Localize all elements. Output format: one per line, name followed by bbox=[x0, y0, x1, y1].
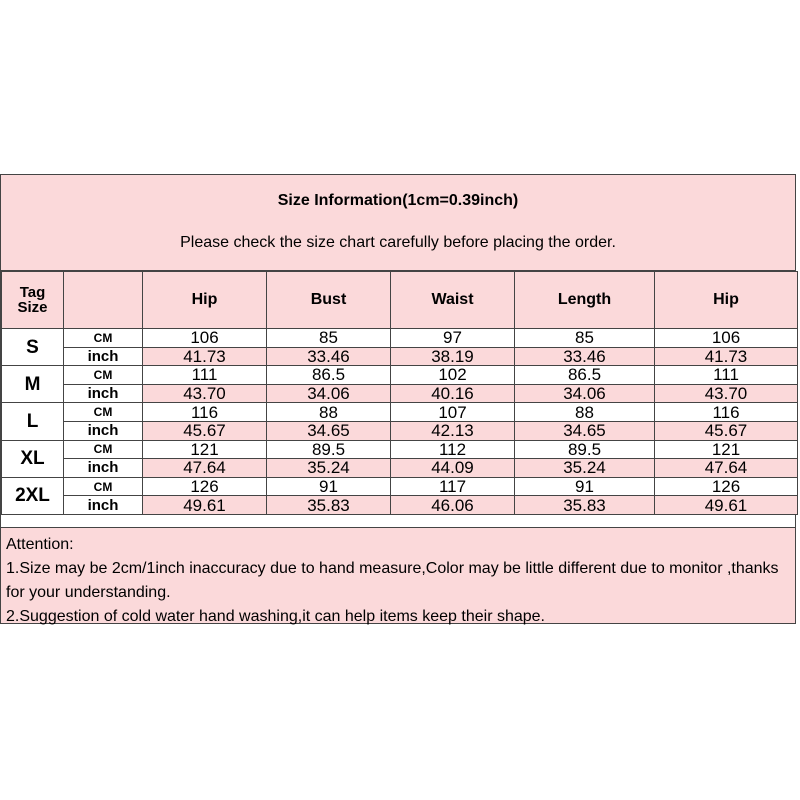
notes-heading: Attention: bbox=[6, 536, 74, 553]
table-cell: 126 bbox=[655, 477, 798, 496]
size-label: XL bbox=[2, 440, 64, 477]
table-cell: 41.73 bbox=[655, 347, 798, 366]
size-label: L bbox=[2, 403, 64, 440]
table-row bbox=[2, 347, 798, 366]
table-cell: 35.83 bbox=[267, 496, 391, 515]
unit-inch-label: inch bbox=[64, 496, 143, 515]
table-cell: 34.06 bbox=[515, 384, 655, 403]
table-cell: 49.61 bbox=[655, 496, 798, 515]
table-cell: 44.09 bbox=[391, 459, 515, 478]
unit-inch-label: inch bbox=[64, 347, 143, 366]
chart-subtitle: Please check the size chart carefully before placing the order. bbox=[180, 234, 616, 251]
table-cell: 35.83 bbox=[515, 496, 655, 515]
table-cell: 111 bbox=[143, 366, 267, 385]
chart-title: Size Information(1cm=0.39inch) bbox=[277, 192, 519, 209]
table-cell: 85 bbox=[267, 329, 391, 348]
unit-inch-label: inch bbox=[64, 421, 143, 440]
table-row bbox=[2, 459, 798, 478]
table-cell: 88 bbox=[515, 403, 655, 422]
table-cell: 46.06 bbox=[391, 496, 515, 515]
column-header: Waist bbox=[391, 272, 515, 329]
notes-line-1: 1.Size may be 2cm/1inch inaccuracy due to hand measure,Color may be little different due to monitor ,thanks for your understanding. bbox=[6, 560, 779, 601]
column-header: Hip bbox=[655, 272, 798, 329]
unit-cm-label: CM bbox=[64, 440, 143, 459]
size-chart bbox=[0, 174, 796, 624]
title-block bbox=[1, 175, 795, 271]
table-cell: 121 bbox=[655, 440, 798, 459]
table-cell: 35.24 bbox=[267, 459, 391, 478]
table-cell: 86.5 bbox=[515, 366, 655, 385]
table-row bbox=[2, 496, 798, 515]
tag-header-line2: Size bbox=[17, 299, 48, 316]
table-cell: 42.13 bbox=[391, 421, 515, 440]
unit-cm-label: CM bbox=[64, 477, 143, 496]
table-cell: 45.67 bbox=[655, 421, 798, 440]
table-cell: 33.46 bbox=[515, 347, 655, 366]
column-header: Hip bbox=[143, 272, 267, 329]
table-cell: 102 bbox=[391, 366, 515, 385]
unit-inch-label: inch bbox=[64, 384, 143, 403]
table-cell: 43.70 bbox=[655, 384, 798, 403]
table-cell: 112 bbox=[391, 440, 515, 459]
column-header: Length bbox=[515, 272, 655, 329]
column-header: Bust bbox=[267, 272, 391, 329]
table-cell: 47.64 bbox=[655, 459, 798, 478]
table-cell: 47.64 bbox=[143, 459, 267, 478]
table-row bbox=[2, 403, 798, 422]
table-cell: 43.70 bbox=[143, 384, 267, 403]
size-label: S bbox=[2, 329, 64, 366]
unit-header bbox=[64, 272, 143, 329]
attention-notes bbox=[1, 527, 795, 623]
table-row bbox=[2, 477, 798, 496]
table-cell: 40.16 bbox=[391, 384, 515, 403]
unit-cm-label: CM bbox=[64, 329, 143, 348]
size-label: 2XL bbox=[2, 477, 64, 514]
table-cell: 85 bbox=[515, 329, 655, 348]
table-cell: 126 bbox=[143, 477, 267, 496]
table-row bbox=[2, 384, 798, 403]
table-cell: 34.06 bbox=[267, 384, 391, 403]
table-row bbox=[2, 329, 798, 348]
table-row bbox=[2, 440, 798, 459]
table-cell: 89.5 bbox=[267, 440, 391, 459]
table-cell: 49.61 bbox=[143, 496, 267, 515]
tag-size-header bbox=[2, 272, 64, 329]
table-cell: 34.65 bbox=[515, 421, 655, 440]
table-cell: 106 bbox=[143, 329, 267, 348]
table-cell: 45.67 bbox=[143, 421, 267, 440]
tag-header-line1: Tag bbox=[19, 284, 46, 301]
table-row bbox=[2, 366, 798, 385]
table-cell: 97 bbox=[391, 329, 515, 348]
size-rows bbox=[2, 329, 798, 515]
table-cell: 117 bbox=[391, 477, 515, 496]
unit-inch-label: inch bbox=[64, 459, 143, 478]
table-cell: 86.5 bbox=[267, 366, 391, 385]
table-cell: 41.73 bbox=[143, 347, 267, 366]
unit-cm-label: CM bbox=[64, 366, 143, 385]
table-cell: 89.5 bbox=[515, 440, 655, 459]
table-cell: 88 bbox=[267, 403, 391, 422]
table-cell: 116 bbox=[143, 403, 267, 422]
unit-cm-label: CM bbox=[64, 403, 143, 422]
table-cell: 35.24 bbox=[515, 459, 655, 478]
table-cell: 91 bbox=[267, 477, 391, 496]
table-cell: 121 bbox=[143, 440, 267, 459]
table-cell: 34.65 bbox=[267, 421, 391, 440]
table-cell: 107 bbox=[391, 403, 515, 422]
table-row bbox=[2, 421, 798, 440]
table-cell: 111 bbox=[655, 366, 798, 385]
size-table bbox=[1, 271, 798, 515]
table-cell: 116 bbox=[655, 403, 798, 422]
size-label: M bbox=[2, 366, 64, 403]
table-cell: 106 bbox=[655, 329, 798, 348]
notes-line-2: 2.Suggestion of cold water hand washing,it can help items keep their shape. bbox=[6, 608, 545, 625]
table-cell: 91 bbox=[515, 477, 655, 496]
table-cell: 38.19 bbox=[391, 347, 515, 366]
table-cell: 33.46 bbox=[267, 347, 391, 366]
